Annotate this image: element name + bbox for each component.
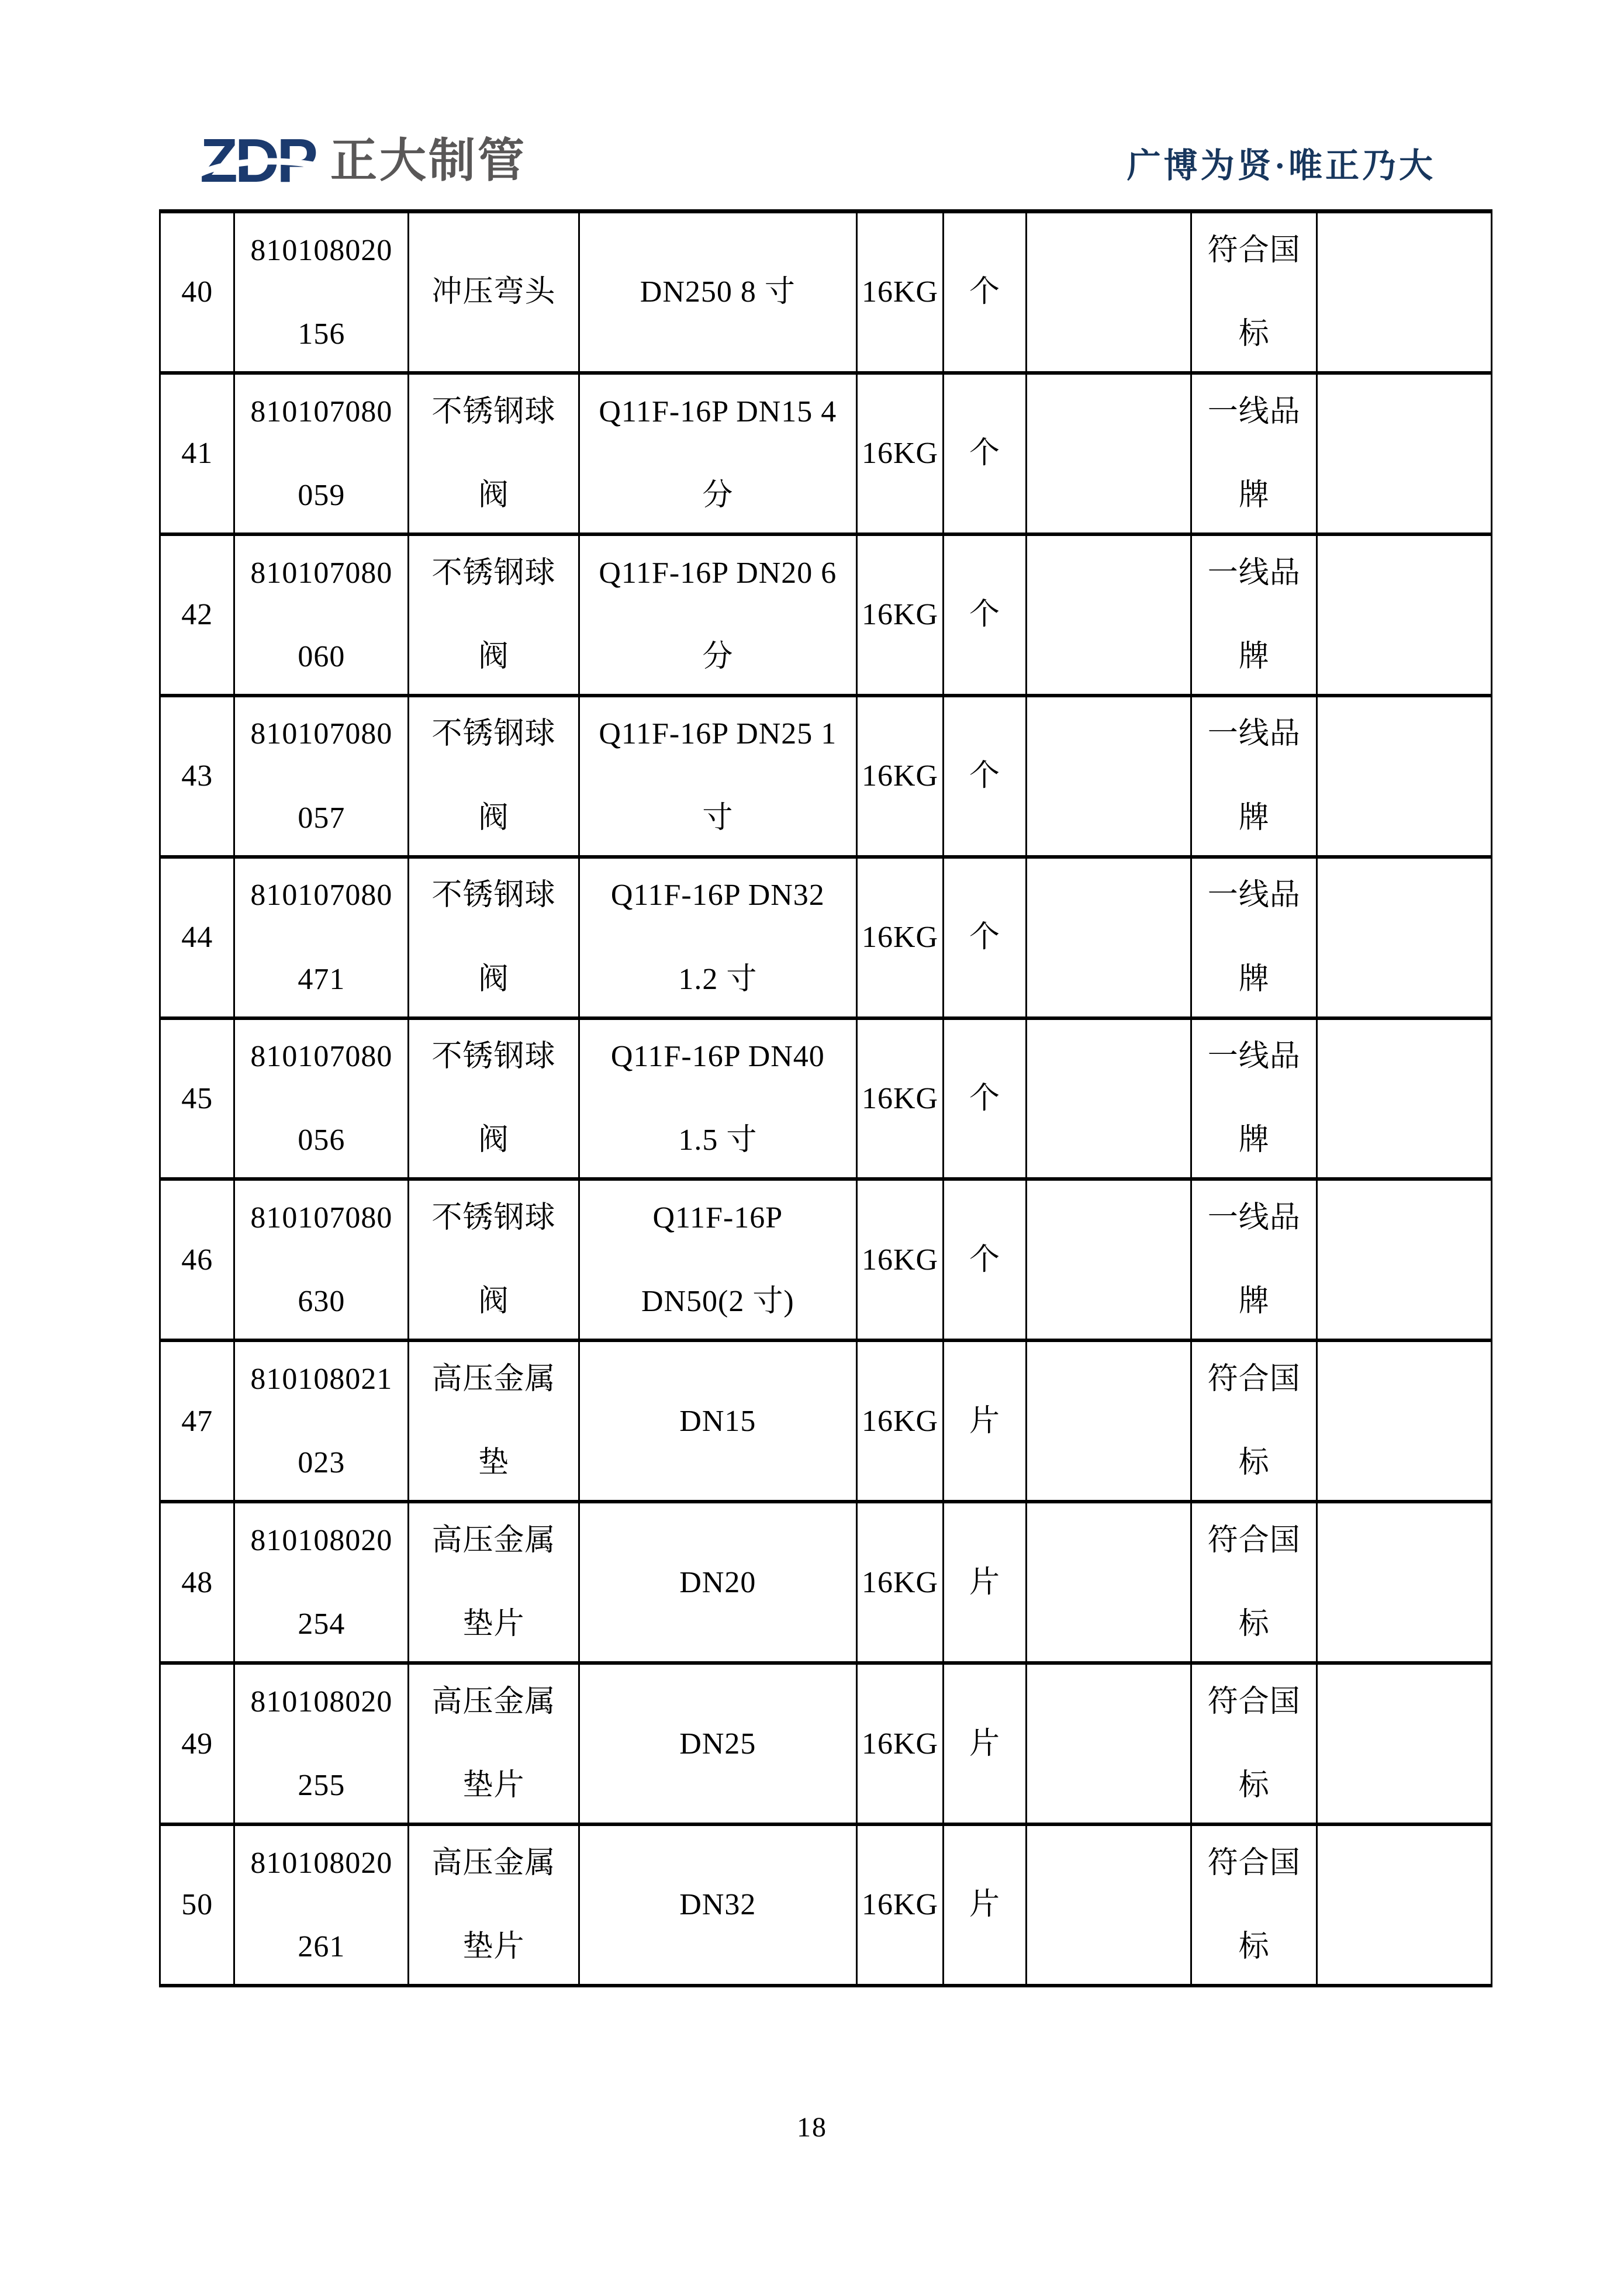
unit-line: 个: [969, 920, 1001, 954]
cell-product-name: [409, 1826, 579, 1984]
cell-product-name: [409, 1181, 579, 1339]
company-logo: [200, 126, 527, 195]
cell-material-code: [235, 375, 409, 532]
cell-unit: [944, 375, 1027, 532]
remark-line: 标: [1238, 1607, 1270, 1641]
unit-line: 个: [969, 437, 1001, 471]
pressure-rating-line: 16KG: [861, 437, 939, 471]
material-code-line: 810107080: [250, 395, 393, 428]
material-code-line: 810107080: [250, 1040, 393, 1074]
specification-line: 分: [702, 639, 734, 673]
cell-unit: [944, 1503, 1027, 1661]
remark-line: 一线品: [1207, 556, 1301, 590]
specification-line: Q11F-16P DN15 4: [599, 395, 837, 428]
unit-line: 个: [969, 598, 1001, 632]
cell-remark: [1192, 1665, 1318, 1823]
product-name-line: 垫片: [462, 1769, 525, 1803]
remark-line: 标: [1238, 1930, 1270, 1964]
cell-extra: [1318, 1342, 1491, 1500]
remark-line: 符合国: [1207, 1524, 1301, 1558]
cell-material-code: [235, 697, 409, 855]
cell-specification: [580, 697, 858, 855]
row-number-line: 48: [181, 1565, 213, 1599]
cell-unit: [944, 536, 1027, 694]
cell-quantity: [1027, 1181, 1192, 1339]
remark-line: 符合国: [1207, 1846, 1301, 1880]
cell-extra: [1318, 697, 1491, 855]
remark-line: 符合国: [1207, 1363, 1301, 1396]
cell-remark: [1192, 1181, 1318, 1339]
row-number-line: 42: [181, 598, 213, 632]
table-row: [161, 1665, 1491, 1826]
cell-product-name: [409, 697, 579, 855]
cell-extra: [1318, 1020, 1491, 1178]
cell-quantity: [1027, 697, 1192, 855]
cell-material-code: [235, 536, 409, 694]
table-row: [161, 1826, 1491, 1984]
cell-quantity: [1027, 1826, 1192, 1984]
specification-line: Q11F-16P: [652, 1201, 783, 1235]
row-number-line: 40: [181, 275, 213, 309]
material-code-line: 059: [298, 478, 345, 512]
product-name-line: 高压金属: [431, 1363, 556, 1396]
table-row: [161, 697, 1491, 859]
remark-line: 一线品: [1207, 395, 1301, 428]
specification-line: DN20: [679, 1565, 756, 1599]
material-code-line: 254: [298, 1607, 345, 1641]
cell-row-number: [161, 697, 235, 855]
cell-pressure-rating: [858, 1826, 944, 1984]
cell-remark: [1192, 1826, 1318, 1984]
unit-line: 个: [969, 1081, 1001, 1115]
product-name-line: 不锈钢球: [431, 1201, 556, 1235]
cell-row-number: [161, 1342, 235, 1500]
cell-row-number: [161, 1665, 235, 1823]
cell-extra: [1318, 213, 1491, 371]
remark-line: 一线品: [1207, 1201, 1301, 1235]
pressure-rating-line: 16KG: [861, 1727, 939, 1761]
material-code-line: 810107080: [250, 879, 393, 912]
material-code-line: 060: [298, 639, 345, 673]
specification-line: 1.5 寸: [678, 1123, 758, 1157]
table-row: [161, 1181, 1491, 1342]
cell-pressure-rating: [858, 1181, 944, 1339]
cell-remark: [1192, 859, 1318, 1016]
cell-quantity: [1027, 1020, 1192, 1178]
product-name-line: 冲压弯头: [431, 275, 556, 309]
product-name-line: 不锈钢球: [431, 556, 556, 590]
product-name-line: 高压金属: [431, 1524, 556, 1558]
cell-extra: [1318, 1826, 1491, 1984]
cell-row-number: [161, 375, 235, 532]
unit-line: 片: [969, 1727, 1001, 1761]
cell-specification: [580, 1342, 858, 1500]
cell-specification: [580, 1826, 858, 1984]
cell-quantity: [1027, 859, 1192, 1016]
pressure-rating-line: 16KG: [861, 1404, 939, 1438]
cell-extra: [1318, 536, 1491, 694]
specification-line: 1.2 寸: [678, 962, 758, 996]
row-number-line: 46: [181, 1243, 213, 1277]
row-number-line: 49: [181, 1727, 213, 1761]
remark-line: 标: [1238, 1446, 1270, 1480]
remark-line: 牌: [1238, 1123, 1270, 1157]
company-name-text: 正大制管: [330, 134, 527, 186]
cell-product-name: [409, 1503, 579, 1661]
material-code-line: 156: [298, 317, 345, 351]
specification-line: Q11F-16P DN32: [610, 879, 825, 912]
material-code-line: 810108021: [250, 1363, 393, 1396]
cell-pressure-rating: [858, 536, 944, 694]
cell-remark: [1192, 1503, 1318, 1661]
material-code-line: 261: [298, 1930, 345, 1964]
table-row: [161, 859, 1491, 1020]
unit-line: 片: [969, 1888, 1001, 1922]
cell-pressure-rating: [858, 213, 944, 371]
product-name-line: 阀: [478, 1123, 509, 1157]
cell-row-number: [161, 859, 235, 1016]
cell-extra: [1318, 1665, 1491, 1823]
specification-line: DN25: [679, 1727, 756, 1761]
cell-remark: [1192, 697, 1318, 855]
table-row: [161, 1503, 1491, 1665]
cell-material-code: [235, 1665, 409, 1823]
material-code-line: 810108020: [250, 1524, 393, 1558]
cell-specification: [580, 1503, 858, 1661]
remark-line: 牌: [1238, 1285, 1270, 1319]
cell-remark: [1192, 536, 1318, 694]
cell-pressure-rating: [858, 1020, 944, 1178]
specification-line: Q11F-16P DN40: [610, 1040, 825, 1074]
remark-line: 符合国: [1207, 233, 1301, 267]
remark-line: 牌: [1238, 478, 1270, 512]
table-row: [161, 1020, 1491, 1181]
cell-product-name: [409, 536, 579, 694]
cell-extra: [1318, 1503, 1491, 1661]
specification-line: DN250 8 寸: [640, 275, 796, 309]
product-name-line: 阀: [478, 962, 509, 996]
unit-line: 片: [969, 1404, 1001, 1438]
cell-pressure-rating: [858, 375, 944, 532]
material-code-line: 810108020: [250, 1846, 393, 1880]
material-code-line: 471: [298, 962, 345, 996]
product-name-line: 不锈钢球: [431, 1040, 556, 1074]
specification-line: DN15: [679, 1404, 756, 1438]
cell-row-number: [161, 213, 235, 371]
material-code-line: 810108020: [250, 233, 393, 267]
pressure-rating-line: 16KG: [861, 598, 939, 632]
remark-line: 一线品: [1207, 1040, 1301, 1074]
cell-quantity: [1027, 1665, 1192, 1823]
material-code-line: 810107080: [250, 717, 393, 751]
zdp-logo-icon: [200, 126, 315, 195]
row-number-line: 44: [181, 920, 213, 954]
pressure-rating-line: 16KG: [861, 920, 939, 954]
material-code-line: 255: [298, 1769, 345, 1803]
cell-pressure-rating: [858, 859, 944, 1016]
specification-line: Q11F-16P DN20 6: [599, 556, 837, 590]
cell-pressure-rating: [858, 1503, 944, 1661]
row-number-line: 43: [181, 759, 213, 793]
zdp-logo-text: ZDP: [200, 126, 315, 195]
table-row: [161, 375, 1491, 536]
cell-specification: [580, 1665, 858, 1823]
cell-specification: [580, 536, 858, 694]
unit-line: 个: [969, 1243, 1001, 1277]
cell-unit: [944, 1665, 1027, 1823]
product-name-line: 高压金属: [431, 1685, 556, 1718]
remark-line: 一线品: [1207, 879, 1301, 912]
materials-table: [159, 209, 1492, 1987]
pressure-rating-line: 16KG: [861, 1888, 939, 1922]
cell-quantity: [1027, 213, 1192, 371]
remark-line: 标: [1238, 1769, 1270, 1803]
cell-specification: [580, 1020, 858, 1178]
cell-unit: [944, 697, 1027, 855]
cell-pressure-rating: [858, 1342, 944, 1500]
cell-quantity: [1027, 1503, 1192, 1661]
table-row: [161, 536, 1491, 697]
product-name-line: 不锈钢球: [431, 395, 556, 428]
material-code-line: 810107080: [250, 1201, 393, 1235]
product-name-line: 不锈钢球: [431, 717, 556, 751]
cell-product-name: [409, 1342, 579, 1500]
pressure-rating-line: 16KG: [861, 1081, 939, 1115]
cell-unit: [944, 1181, 1027, 1339]
row-number-line: 47: [181, 1404, 213, 1438]
specification-line: DN50(2 寸): [641, 1285, 794, 1319]
cell-specification: [580, 859, 858, 1016]
remark-line: 牌: [1238, 962, 1270, 996]
specification-line: Q11F-16P DN25 1: [599, 717, 837, 751]
unit-line: 个: [969, 275, 1001, 309]
cell-unit: [944, 1826, 1027, 1984]
cell-remark: [1192, 1020, 1318, 1178]
cell-unit: [944, 859, 1027, 1016]
specification-line: DN32: [679, 1888, 756, 1922]
material-code-line: 630: [298, 1285, 345, 1319]
product-name-line: 阀: [478, 478, 509, 512]
cell-unit: [944, 1020, 1027, 1178]
pressure-rating-line: 16KG: [861, 759, 939, 793]
product-name-line: 垫片: [462, 1930, 525, 1964]
cell-quantity: [1027, 1342, 1192, 1500]
cell-unit: [944, 213, 1027, 371]
cell-product-name: [409, 1665, 579, 1823]
cell-quantity: [1027, 375, 1192, 532]
cell-material-code: [235, 1020, 409, 1178]
product-name-line: 阀: [478, 639, 509, 673]
pressure-rating-line: 16KG: [861, 1243, 939, 1277]
row-number-line: 41: [181, 437, 213, 471]
page-number: 18: [797, 2112, 827, 2143]
material-code-line: 023: [298, 1446, 345, 1480]
remark-line: 符合国: [1207, 1685, 1301, 1718]
product-name-line: 高压金属: [431, 1846, 556, 1880]
material-code-line: 056: [298, 1123, 345, 1157]
cell-material-code: [235, 213, 409, 371]
cell-extra: [1318, 859, 1491, 1016]
table-row: [161, 213, 1491, 375]
company-slogan: 广博为贤·唯正乃大: [1127, 147, 1436, 185]
cell-pressure-rating: [858, 1665, 944, 1823]
cell-row-number: [161, 1020, 235, 1178]
cell-extra: [1318, 1181, 1491, 1339]
cell-remark: [1192, 1342, 1318, 1500]
cell-remark: [1192, 213, 1318, 371]
cell-row-number: [161, 1826, 235, 1984]
remark-line: 标: [1238, 317, 1270, 351]
cell-unit: [944, 1342, 1027, 1500]
remark-line: 牌: [1238, 639, 1270, 673]
material-code-line: 810107080: [250, 556, 393, 590]
product-name-line: 不锈钢球: [431, 879, 556, 912]
unit-line: 个: [969, 759, 1001, 793]
cell-pressure-rating: [858, 697, 944, 855]
cell-material-code: [235, 1826, 409, 1984]
cell-row-number: [161, 536, 235, 694]
cell-material-code: [235, 1342, 409, 1500]
specification-line: 寸: [702, 801, 734, 835]
cell-remark: [1192, 375, 1318, 532]
remark-line: 一线品: [1207, 717, 1301, 751]
cell-material-code: [235, 1181, 409, 1339]
product-name-line: 阀: [478, 801, 509, 835]
cell-product-name: [409, 1020, 579, 1178]
product-name-line: 阀: [478, 1285, 509, 1319]
cell-product-name: [409, 859, 579, 1016]
row-number-line: 50: [181, 1888, 213, 1922]
row-number-line: 45: [181, 1081, 213, 1115]
pressure-rating-line: 16KG: [861, 1565, 939, 1599]
cell-row-number: [161, 1503, 235, 1661]
unit-line: 片: [969, 1565, 1001, 1599]
remark-line: 牌: [1238, 801, 1270, 835]
cell-specification: [580, 1181, 858, 1339]
table-row: [161, 1342, 1491, 1503]
specification-line: 分: [702, 478, 734, 512]
cell-product-name: [409, 375, 579, 532]
cell-specification: [580, 375, 858, 532]
cell-extra: [1318, 375, 1491, 532]
cell-product-name: [409, 213, 579, 371]
cell-specification: [580, 213, 858, 371]
cell-quantity: [1027, 536, 1192, 694]
cell-material-code: [235, 859, 409, 1016]
product-name-line: 垫: [478, 1446, 509, 1480]
material-code-line: 057: [298, 801, 345, 835]
material-code-line: 810108020: [250, 1685, 393, 1718]
cell-material-code: [235, 1503, 409, 1661]
pressure-rating-line: 16KG: [861, 275, 939, 309]
product-name-line: 垫片: [462, 1607, 525, 1641]
cell-row-number: [161, 1181, 235, 1339]
